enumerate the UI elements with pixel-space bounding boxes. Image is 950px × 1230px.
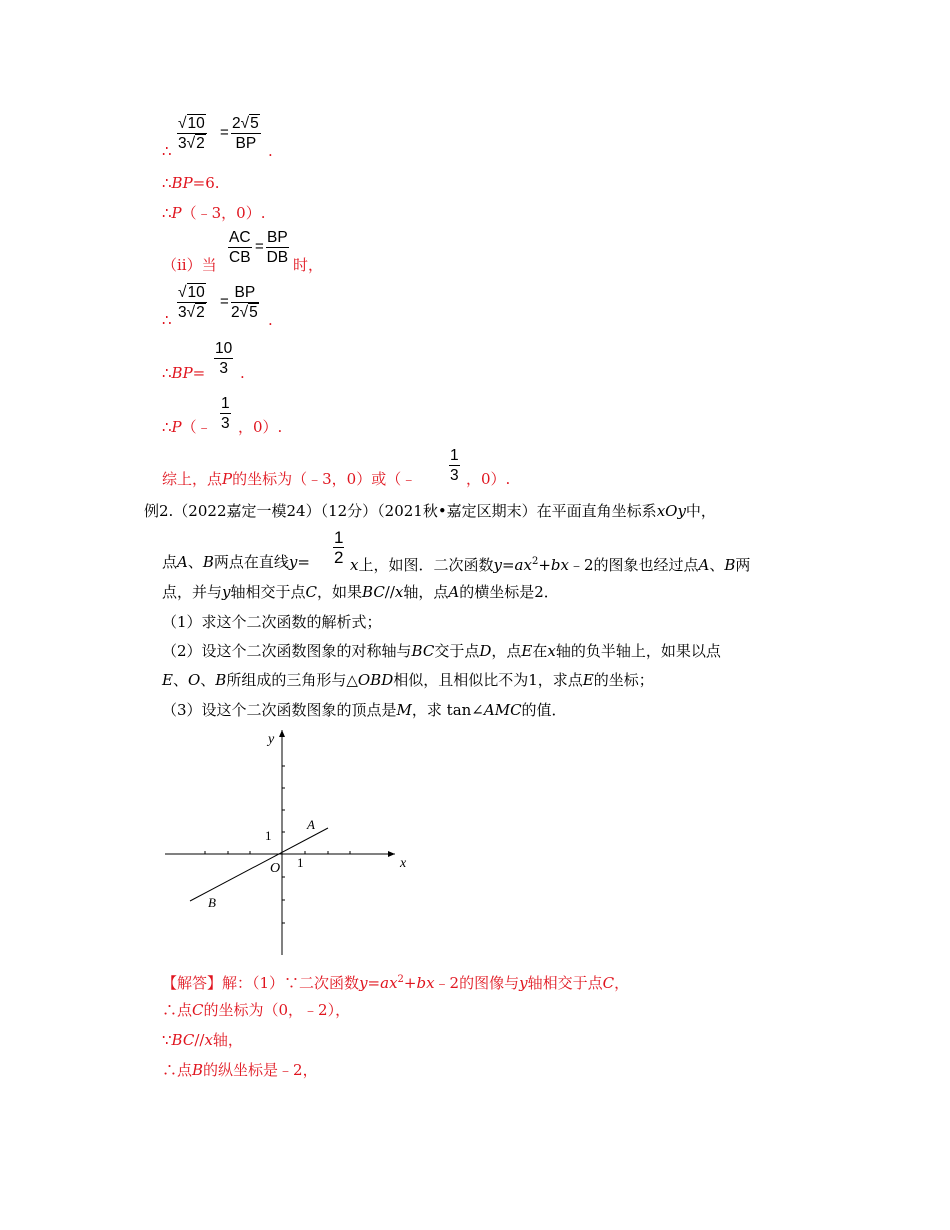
x-ticks [205,766,350,923]
fraction: $\frac{BP}{2√5}$ [231,284,258,321]
coordinate-graph [150,720,420,960]
x-unit-label: 1 [297,855,304,870]
question-2-line-1: （2）设这个二次函数图象的对称轴与BC交于点D，点E在x轴的负半轴上，如果以点 [162,642,721,660]
answer-line-4: ∴点B的纵坐标是﹣2， [162,1061,318,1079]
fraction: $\frac{√10}{3√2}$ [178,284,205,321]
radicand: 10 [187,115,205,132]
answer-line-1: 【解答】解：（1）∵二次函数$y=ax^2+bx﹣2$的图像与y轴相交于点C， [162,974,630,992]
question-2-line-2: E、O、B所组成的三角形与△OBD相似，且相似比不为1，求点E的坐标； [162,671,654,689]
origin-label: O [270,861,281,876]
fraction: $\frac{10}{3}$ [215,340,233,377]
fraction: $\frac{2√5}{BP}$ [232,115,259,152]
question-1: （1）求这个二次函数的解析式； [162,613,382,631]
example-line-3: 点，并与y轴相交于点C，如果BC//x轴，点A的横坐标是2． [162,583,559,601]
answer-line-2: ∴点C的坐标为（0，﹣2）， [162,1001,351,1019]
case-label: （ii）当 [162,256,217,274]
point-b-label: B [208,895,216,910]
fraction: $\frac{1}{3}$ [450,447,459,484]
equals-sign: = [220,124,229,141]
line-p-coord-1: ∴P（﹣3，0）. [162,204,266,222]
case-suffix: 时， [293,256,324,274]
line-bp-6: ∴BP=6. [162,174,220,192]
x-axis-label: x [400,856,407,871]
fraction: $\frac{BP}{DB}$ [266,229,289,266]
period: . [268,142,273,160]
fraction: $\frac{√10}{3√2}$ [178,115,205,152]
therefore-symbol: ∴ [162,311,172,329]
question-3: （3）设这个二次函数图象的顶点是M，求 tan∠AMC的值． [162,701,567,719]
period: . [268,311,273,329]
fraction: $\frac{1}{3}$ [221,395,230,432]
answer-line-3: ∵BC//x轴， [162,1031,243,1049]
radicand: 5 [250,115,259,132]
therefore-symbol: ∴ [162,142,172,160]
y-axis-label: y [268,732,275,747]
point-a-label: A [307,817,315,832]
equals-sign: = [255,238,264,255]
example-title: 例2.（2022嘉定一模24）（12分）（2021秋•嘉定区期末）在平面直角坐标系xOy中， [144,502,716,520]
denominator: BP [235,135,257,152]
y-unit-label: 1 [265,828,272,843]
coefficient: 3 [178,135,187,152]
fraction: $\frac{1}{2}$ [334,528,344,567]
radicand: 2 [196,135,205,152]
fraction: $\frac{AC}{CB}$ [229,229,251,266]
equals-sign: = [220,293,229,310]
line-ab [190,828,328,901]
coefficient: 2 [232,115,241,132]
